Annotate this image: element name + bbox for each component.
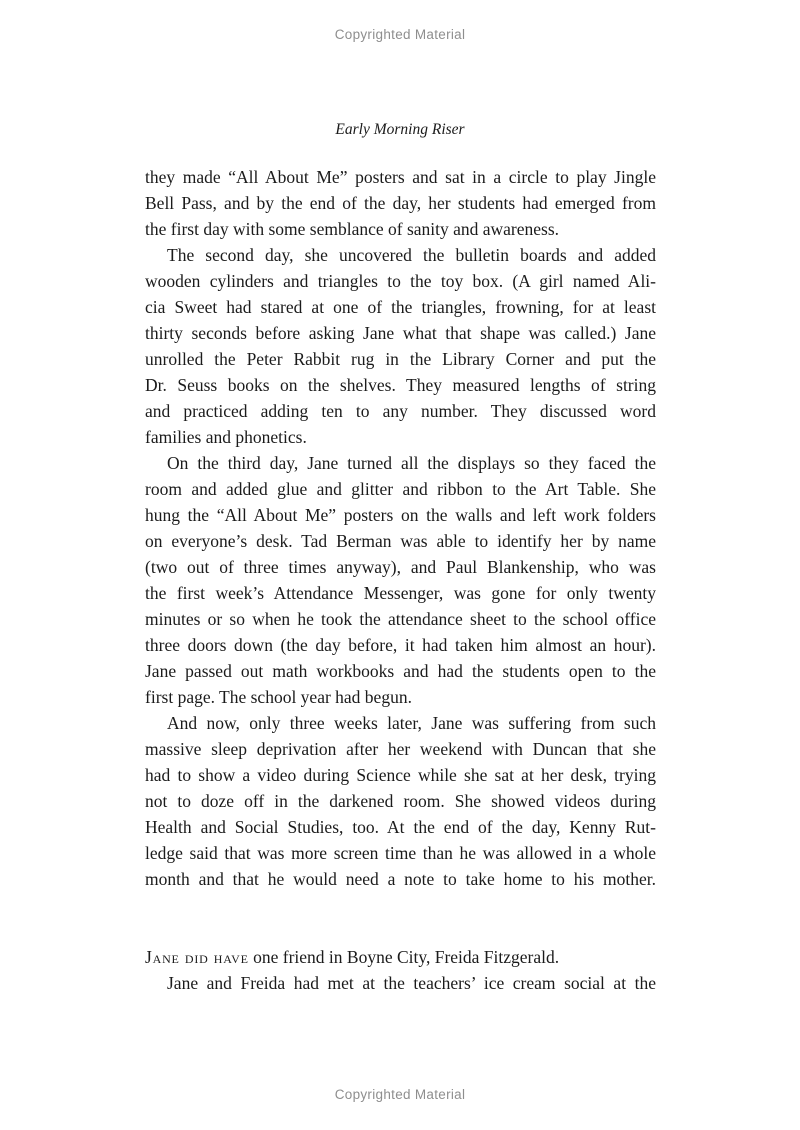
- text-line: Jane and Freida had met at the teachers’ ice cream social at the: [167, 973, 656, 993]
- text-line: had to show a video during Science while she sat at her desk, trying: [145, 765, 656, 785]
- text-line: families and phonetics.: [145, 427, 307, 447]
- page-body-text: [145, 164, 656, 996]
- paragraph-4: [145, 710, 656, 892]
- text-line: Health and Social Studies, too. At the end of the day, Kenny Rut-: [145, 817, 656, 837]
- paragraph-2: [145, 242, 656, 450]
- text-line: thirty seconds before asking Jane what that shape was called.) Jane: [145, 323, 656, 343]
- text-line: ledge said that was more screen time than he was allowed in a whole: [145, 843, 656, 863]
- text-line: wooden cylinders and triangles to the toy box. (A girl named Ali-: [145, 271, 656, 291]
- text-line: Jane passed out math workbooks and had the students open to the: [145, 661, 656, 681]
- text-line: The second day, she uncovered the bulletin boards and added: [167, 245, 656, 265]
- text-line: massive sleep deprivation after her weekend with Duncan that she: [145, 739, 656, 759]
- text-line: on everyone’s desk. Tad Berman was able to identify her by name: [145, 531, 656, 551]
- text-line: And now, only three weeks later, Jane was suffering from such: [167, 713, 656, 733]
- text-line: the first week’s Attendance Messenger, was gone for only twenty: [145, 583, 656, 603]
- text-line: first page. The school year had begun.: [145, 687, 412, 707]
- text-line: month and that he would need a note to take home to his mother.: [145, 869, 656, 889]
- text-line: the first day with some semblance of sanity and awareness.: [145, 219, 560, 239]
- text-line: and practiced adding ten to any number. They discussed word: [145, 401, 656, 421]
- text-line: minutes or so when he took the attendance sheet to the school office: [145, 609, 656, 629]
- paragraph-3: [145, 450, 656, 710]
- smallcaps-lead: Jane did have: [145, 947, 249, 967]
- text-after-lead: one friend in Boyne City, Freida Fitzgerald.: [253, 947, 560, 967]
- copyright-notice-bottom: Copyrighted Material: [334, 1087, 466, 1102]
- text-line: (two out of three times anyway), and Paul Blankenship, who was: [145, 557, 656, 577]
- text-line: hung the “All About Me” posters on the walls and left work folders: [145, 505, 656, 525]
- text-line: On the third day, Jane turned all the displays so they faced the: [167, 453, 656, 473]
- paragraph-5: [145, 944, 656, 970]
- paragraph-6: [145, 970, 656, 996]
- text-line: Bell Pass, and by the end of the day, her students had emerged from: [145, 193, 656, 213]
- running-header: Early Morning Riser: [335, 121, 465, 138]
- text-line: room and added glue and glitter and ribbon to the Art Table. She: [145, 479, 656, 499]
- paragraph-1: [145, 164, 656, 242]
- text-line: they made “All About Me” posters and sat in a circle to play Jingle: [145, 167, 656, 187]
- text-line: three doors down (the day before, it had taken him almost an hour).: [145, 635, 656, 655]
- text-line: unrolled the Peter Rabbit rug in the Library Corner and put the: [145, 349, 656, 369]
- text-line: [145, 944, 656, 970]
- copyright-notice-top: Copyrighted Material: [334, 27, 466, 42]
- text-line: Dr. Seuss books on the shelves. They measured lengths of string: [145, 375, 656, 395]
- text-line: not to doze off in the darkened room. She showed videos during: [145, 791, 656, 811]
- text-line: cia Sweet had stared at one of the triangles, frowning, for at least: [145, 297, 656, 317]
